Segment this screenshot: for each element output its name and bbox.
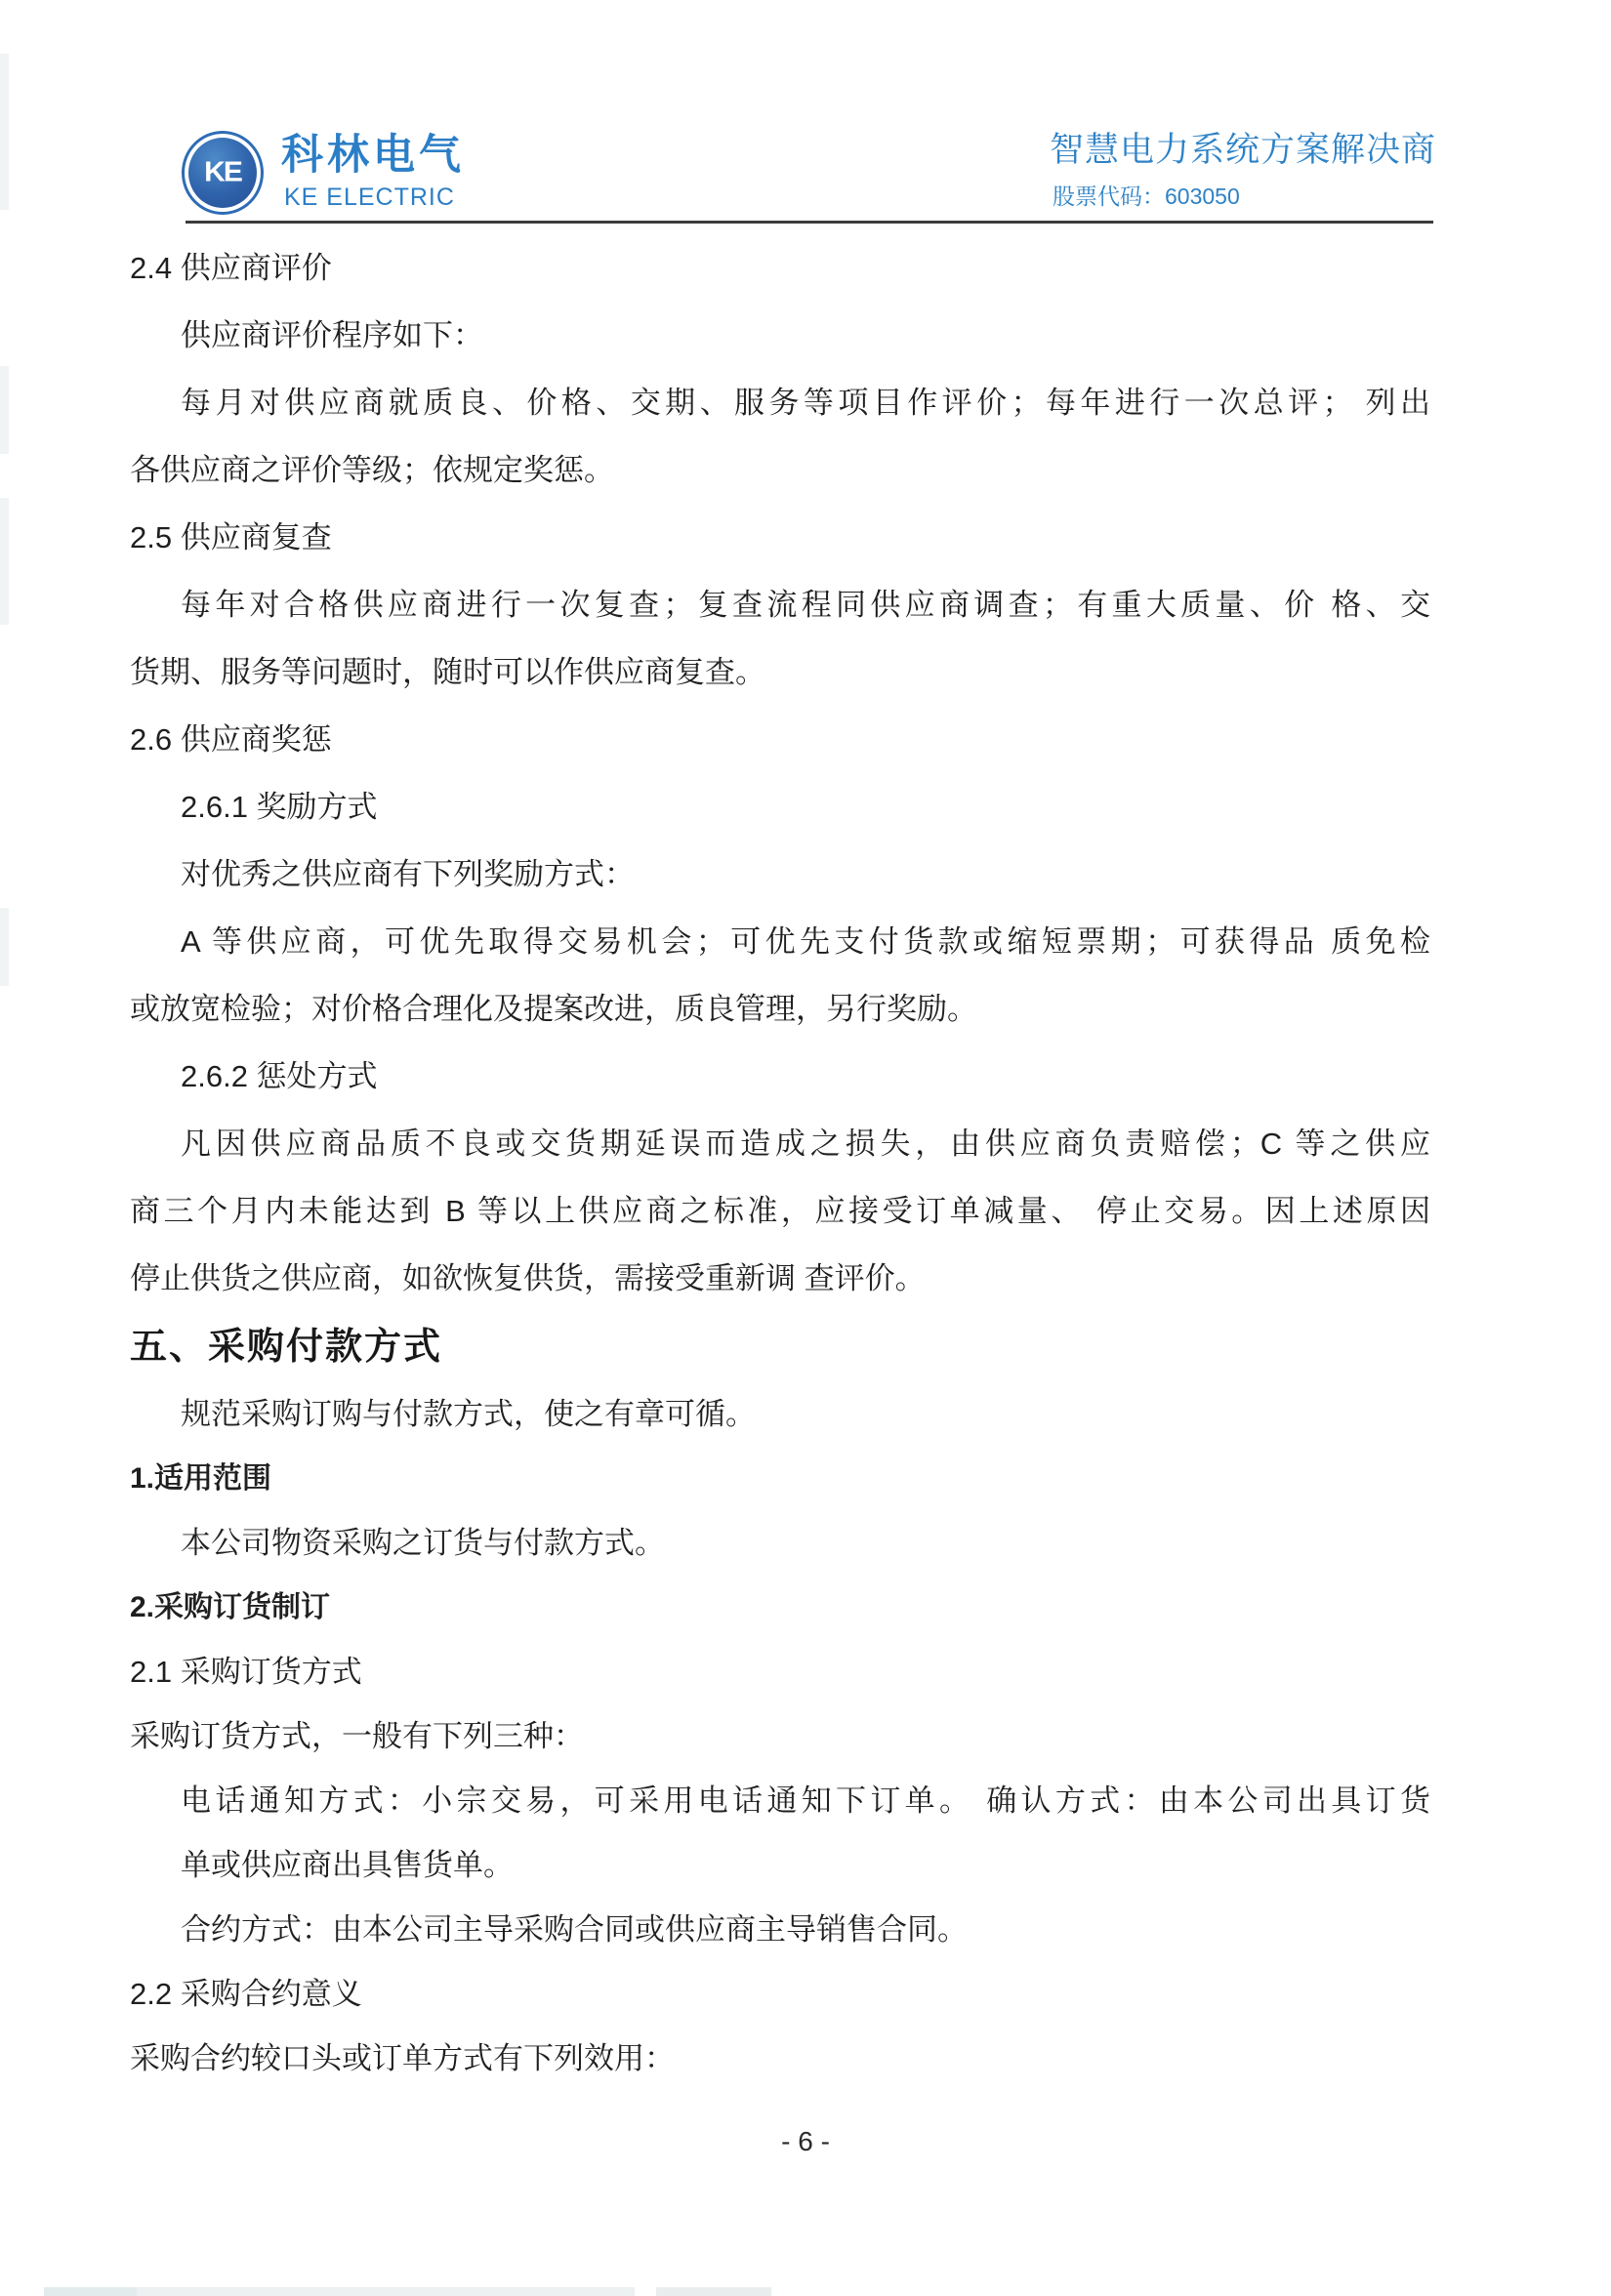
paragraph-line: 合约方式：由本公司主导采购合同或供应商主导销售合同。 (181, 1912, 968, 1947)
paragraph-line: 采购合约较口头或订单方式有下列效用： (130, 2041, 675, 2075)
paragraph-line: 单或供应商出具售货单。 (181, 1848, 514, 1882)
company-name-zh: 科林电气 (281, 132, 465, 179)
paragraph-line: 对优秀之供应商有下列奖励方式： (181, 857, 635, 891)
paragraph-line: 每年对合格供应商进行一次复查；复查流程同供应商调查；有重大质量、价 格、交 (181, 588, 1430, 622)
paragraph-line: 2.4 供应商评价 (130, 251, 332, 285)
paragraph-line: A 等供应商，可优先取得交易机会；可优先支付货款或缩短票期；可获得品 质免检 (181, 924, 1430, 959)
paragraph-line: 采购订货方式，一般有下列三种： (130, 1719, 584, 1753)
paragraph-line: 本公司物资采购之订货与付款方式。 (181, 1526, 665, 1560)
scan-artifact (137, 2287, 635, 2296)
ke-logo-disc (188, 138, 257, 208)
scan-artifact (0, 498, 9, 625)
subsection-heading: 2.采购订货制订 (130, 1591, 331, 1623)
paragraph-line: 2.6 供应商奖惩 (130, 722, 332, 757)
paragraph-line: 各供应商之评价等级；依规定奖惩。 (130, 453, 614, 487)
paragraph-line: 2.5 供应商复查 (130, 520, 332, 554)
scan-artifact (44, 2287, 137, 2296)
paragraph-line: 每月对供应商就质良、价格、交期、服务等项目作评价；每年进行一次总评； 列出 (181, 386, 1430, 420)
paragraph-line: 商三个月内未能达到 B 等以上供应商之标准，应接受订单减量、 停止交易。因上述原因 (130, 1194, 1430, 1228)
company-tagline: 智慧电力系统方案解决商 (1050, 131, 1437, 169)
paragraph-line: 货期、服务等问题时，随时可以作供应商复查。 (130, 655, 765, 689)
header-divider (186, 221, 1433, 224)
ke-logo-monogram: KE (204, 156, 241, 188)
paragraph-line: 2.2 采购合约意义 (130, 1977, 362, 2011)
section-heading: 五、采购付款方式 (130, 1327, 443, 1368)
scan-artifact (0, 54, 9, 210)
document-body (130, 234, 1430, 2091)
subsection-heading: 1.适用范围 (130, 1462, 272, 1495)
scan-artifact (0, 908, 9, 986)
paragraph-line: 停止供货之供应商，如欲恢复供货，需接受重新调 查评价。 (130, 1261, 926, 1295)
paragraph-line: 2.1 采购订货方式 (130, 1655, 362, 1689)
scan-artifact (0, 366, 9, 454)
paragraph-line: 2.6.1 奖励方式 (181, 790, 378, 824)
paragraph-line: 或放宽检验；对价格合理化及提案改进，质良管理，另行奖励。 (130, 992, 977, 1026)
stock-code: 股票代码：603050 (1053, 184, 1240, 209)
paragraph-line: 供应商评价程序如下： (181, 318, 483, 352)
scan-artifact (656, 2287, 771, 2296)
ke-logo-icon (182, 131, 264, 215)
paragraph-line: 电话通知方式：小宗交易，可采用电话通知下订单。 确认方式：由本公司出具订货 (181, 1784, 1430, 1818)
paragraph-line: 凡因供应商品质不良或交货期延误而造成之损失，由供应商负责赔偿；C 等之供应 (181, 1127, 1430, 1161)
page-number: - 6 - (781, 2126, 830, 2156)
paragraph-line: 2.6.2 惩处方式 (181, 1059, 378, 1093)
company-name-en: KE ELECTRIC (284, 184, 455, 211)
paragraph-line: 规范采购订购与付款方式，使之有章可循。 (181, 1397, 756, 1431)
